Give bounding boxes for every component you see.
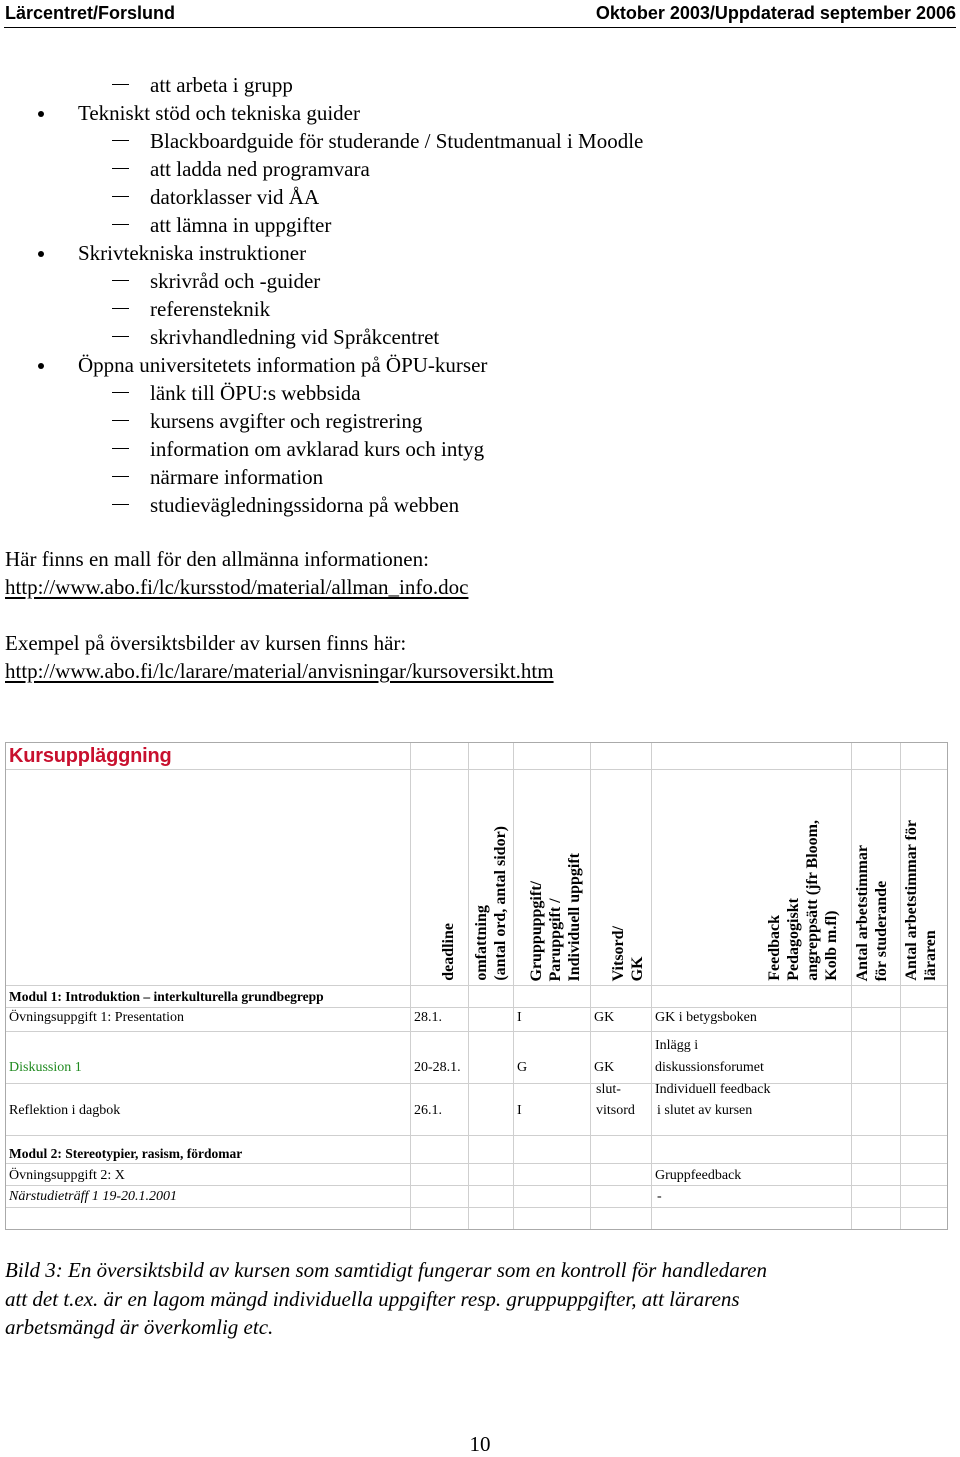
row-name: Diskussion 1 [9,1060,82,1075]
dash-icon [112,84,129,85]
row-deadline: 26.1. [414,1103,442,1118]
row-grade: vitsord [596,1103,635,1118]
row-name: Övningsuppgift 1: Presentation [9,1010,184,1025]
bullet-icon [38,251,44,257]
module-heading: Modul 1: Introduktion – interkulturella grundbegrepp [9,989,324,1004]
row-feedback: - [657,1189,662,1204]
item-text: studievägledningssidorna på webben [150,493,460,517]
row-grade: slut- [596,1082,621,1097]
bullet-item [0,351,960,379]
dash-icon [112,336,129,337]
example-link[interactable]: http://www.abo.fi/lc/larare/material/anvisningar/kursoversikt.htm [5,659,554,683]
grid-line [590,743,591,1229]
item-text: länk till ÖPU:s webbsida [150,381,361,405]
dash-icon [112,448,129,449]
grid-line [410,743,411,1229]
col-header-timmar-studerande: Antal arbetstimmar för studerande [854,844,890,981]
grid-line [651,743,652,1229]
row-type: G [517,1060,528,1075]
row-deadline: 28.1. [414,1010,442,1025]
grid-line [6,769,947,770]
grid-line [6,1007,947,1008]
dash-icon [112,196,129,197]
grid-line [6,1135,947,1136]
caption-line: arbetsmängd är överkomlig etc. [5,1315,274,1339]
item-text: referensteknik [150,297,271,321]
sub-item [0,379,960,407]
sub-item [0,323,960,351]
col-header-timmar-lararen: Antal arbetstimmar för läraren [903,820,939,981]
item-text: Tekniskt stöd och tekniska guider [78,101,360,125]
col-header-deadline: deadline [440,923,457,981]
row-feedback: diskussionsforumet [655,1060,764,1075]
figure-title: Kursuppläggning [9,745,172,767]
sub-item [0,155,960,183]
item-text: närmare information [150,465,324,489]
figure-caption [5,1256,767,1342]
sub-item [0,267,960,295]
bullet-icon [38,111,44,117]
info-text: Här finns en mall för den allmänna informationen: [5,547,429,571]
dash-icon [112,224,129,225]
item-text: information om avklarad kurs och intyg [150,437,485,461]
row-feedback: i slutet av kursen [657,1103,753,1118]
item-text: skrivhandledning vid Språkcentret [150,325,440,349]
row-type: I [517,1010,522,1025]
dash-icon [112,420,129,421]
row-feedback: Individuell feedback [655,1082,771,1097]
item-text: att ladda ned programvara [150,157,370,181]
row-deadline: 20-28.1. [414,1060,461,1075]
row-grade: GK [594,1010,615,1025]
sub-item [0,183,960,211]
grid-line [851,743,852,1229]
dash-icon [112,392,129,393]
col-header-omfattning: omfattning (antal ord, antal sidor) [473,826,509,981]
sub-item [0,71,960,99]
row-grade: GK [594,1060,615,1075]
grid-line [6,1207,947,1208]
sub-item [0,491,960,519]
item-text: att arbeta i grupp [150,73,293,97]
course-overview-figure [5,742,948,1230]
row-name: Reflektion i dagbok [9,1103,121,1118]
row-feedback: Gruppfeedback [655,1168,742,1183]
sub-item [0,211,960,239]
col-header-feedback: Feedback Pedagogiskt angreppsätt (jfr Bloom, Kolb m.fl) [766,820,840,981]
dash-icon [112,308,129,309]
grid-line [6,1031,947,1032]
bullet-item [0,99,960,127]
dash-icon [112,476,129,477]
item-text: datorklasser vid ÅA [150,185,320,209]
sub-item [0,407,960,435]
grid-line [468,743,469,1229]
example-text: Exempel på översiktsbilder av kursen finns här: [5,631,407,655]
col-header-vitsord: Vitsord/ GK [610,925,646,981]
caption-line: Bild 3: En översiktsbild av kursen som samtidigt fungerar som en kontroll för handledaren [5,1258,767,1282]
header-right: Oktober 2003/Uppdaterad september 2006 [595,3,956,23]
grid-line [6,985,947,986]
row-name: Närstudieträff 1 19-20.1.2001 [9,1189,178,1204]
row-type: I [517,1103,522,1118]
module-heading: Modul 2: Stereotypier, rasism, fördomar [9,1146,243,1161]
dash-icon [112,168,129,169]
item-text: att lämna in uppgifter [150,213,332,237]
page-number: 10 [469,1432,491,1456]
item-text: Blackboardguide för studerande / Studentmanual i Moodle [150,129,644,153]
info-paragraph [5,545,468,601]
dash-icon [112,504,129,505]
caption-line: att det t.ex. är en lagom mängd individuella uppgifter resp. gruppuppgifter, att lärarens [5,1286,740,1311]
sub-item [0,463,960,491]
row-feedback: GK i betygsboken [655,1010,757,1025]
item-text: skrivråd och -guider [150,269,321,293]
row-feedback: Inlägg i [655,1038,699,1053]
grid-line [6,1163,947,1164]
info-link[interactable]: http://www.abo.fi/lc/kursstod/material/allman_info.doc [5,575,469,599]
grid-line [900,743,901,1229]
item-text: Skrivtekniska instruktioner [78,241,307,265]
dash-icon [112,140,129,141]
grid-line [6,1083,947,1084]
grid-line [513,743,514,1229]
sub-item [0,435,960,463]
bullet-icon [38,363,44,369]
item-text: kursens avgifter och registrering [150,409,423,433]
grid-line [6,1185,947,1186]
bullet-item [0,239,960,267]
sub-item [0,295,960,323]
example-paragraph [5,629,554,685]
col-header-uppgiftstyp: Gruppuppgift/ Paruppgift / Individuell uppgift [528,852,583,981]
sub-item [0,127,960,155]
header-left: Lärcentret/Forslund [5,3,176,23]
row-name: Övningsuppgift 2: X [9,1168,125,1183]
dash-icon [112,280,129,281]
header-rule [4,27,956,28]
item-text: Öppna universitetets information på ÖPU-kurser [78,353,488,377]
